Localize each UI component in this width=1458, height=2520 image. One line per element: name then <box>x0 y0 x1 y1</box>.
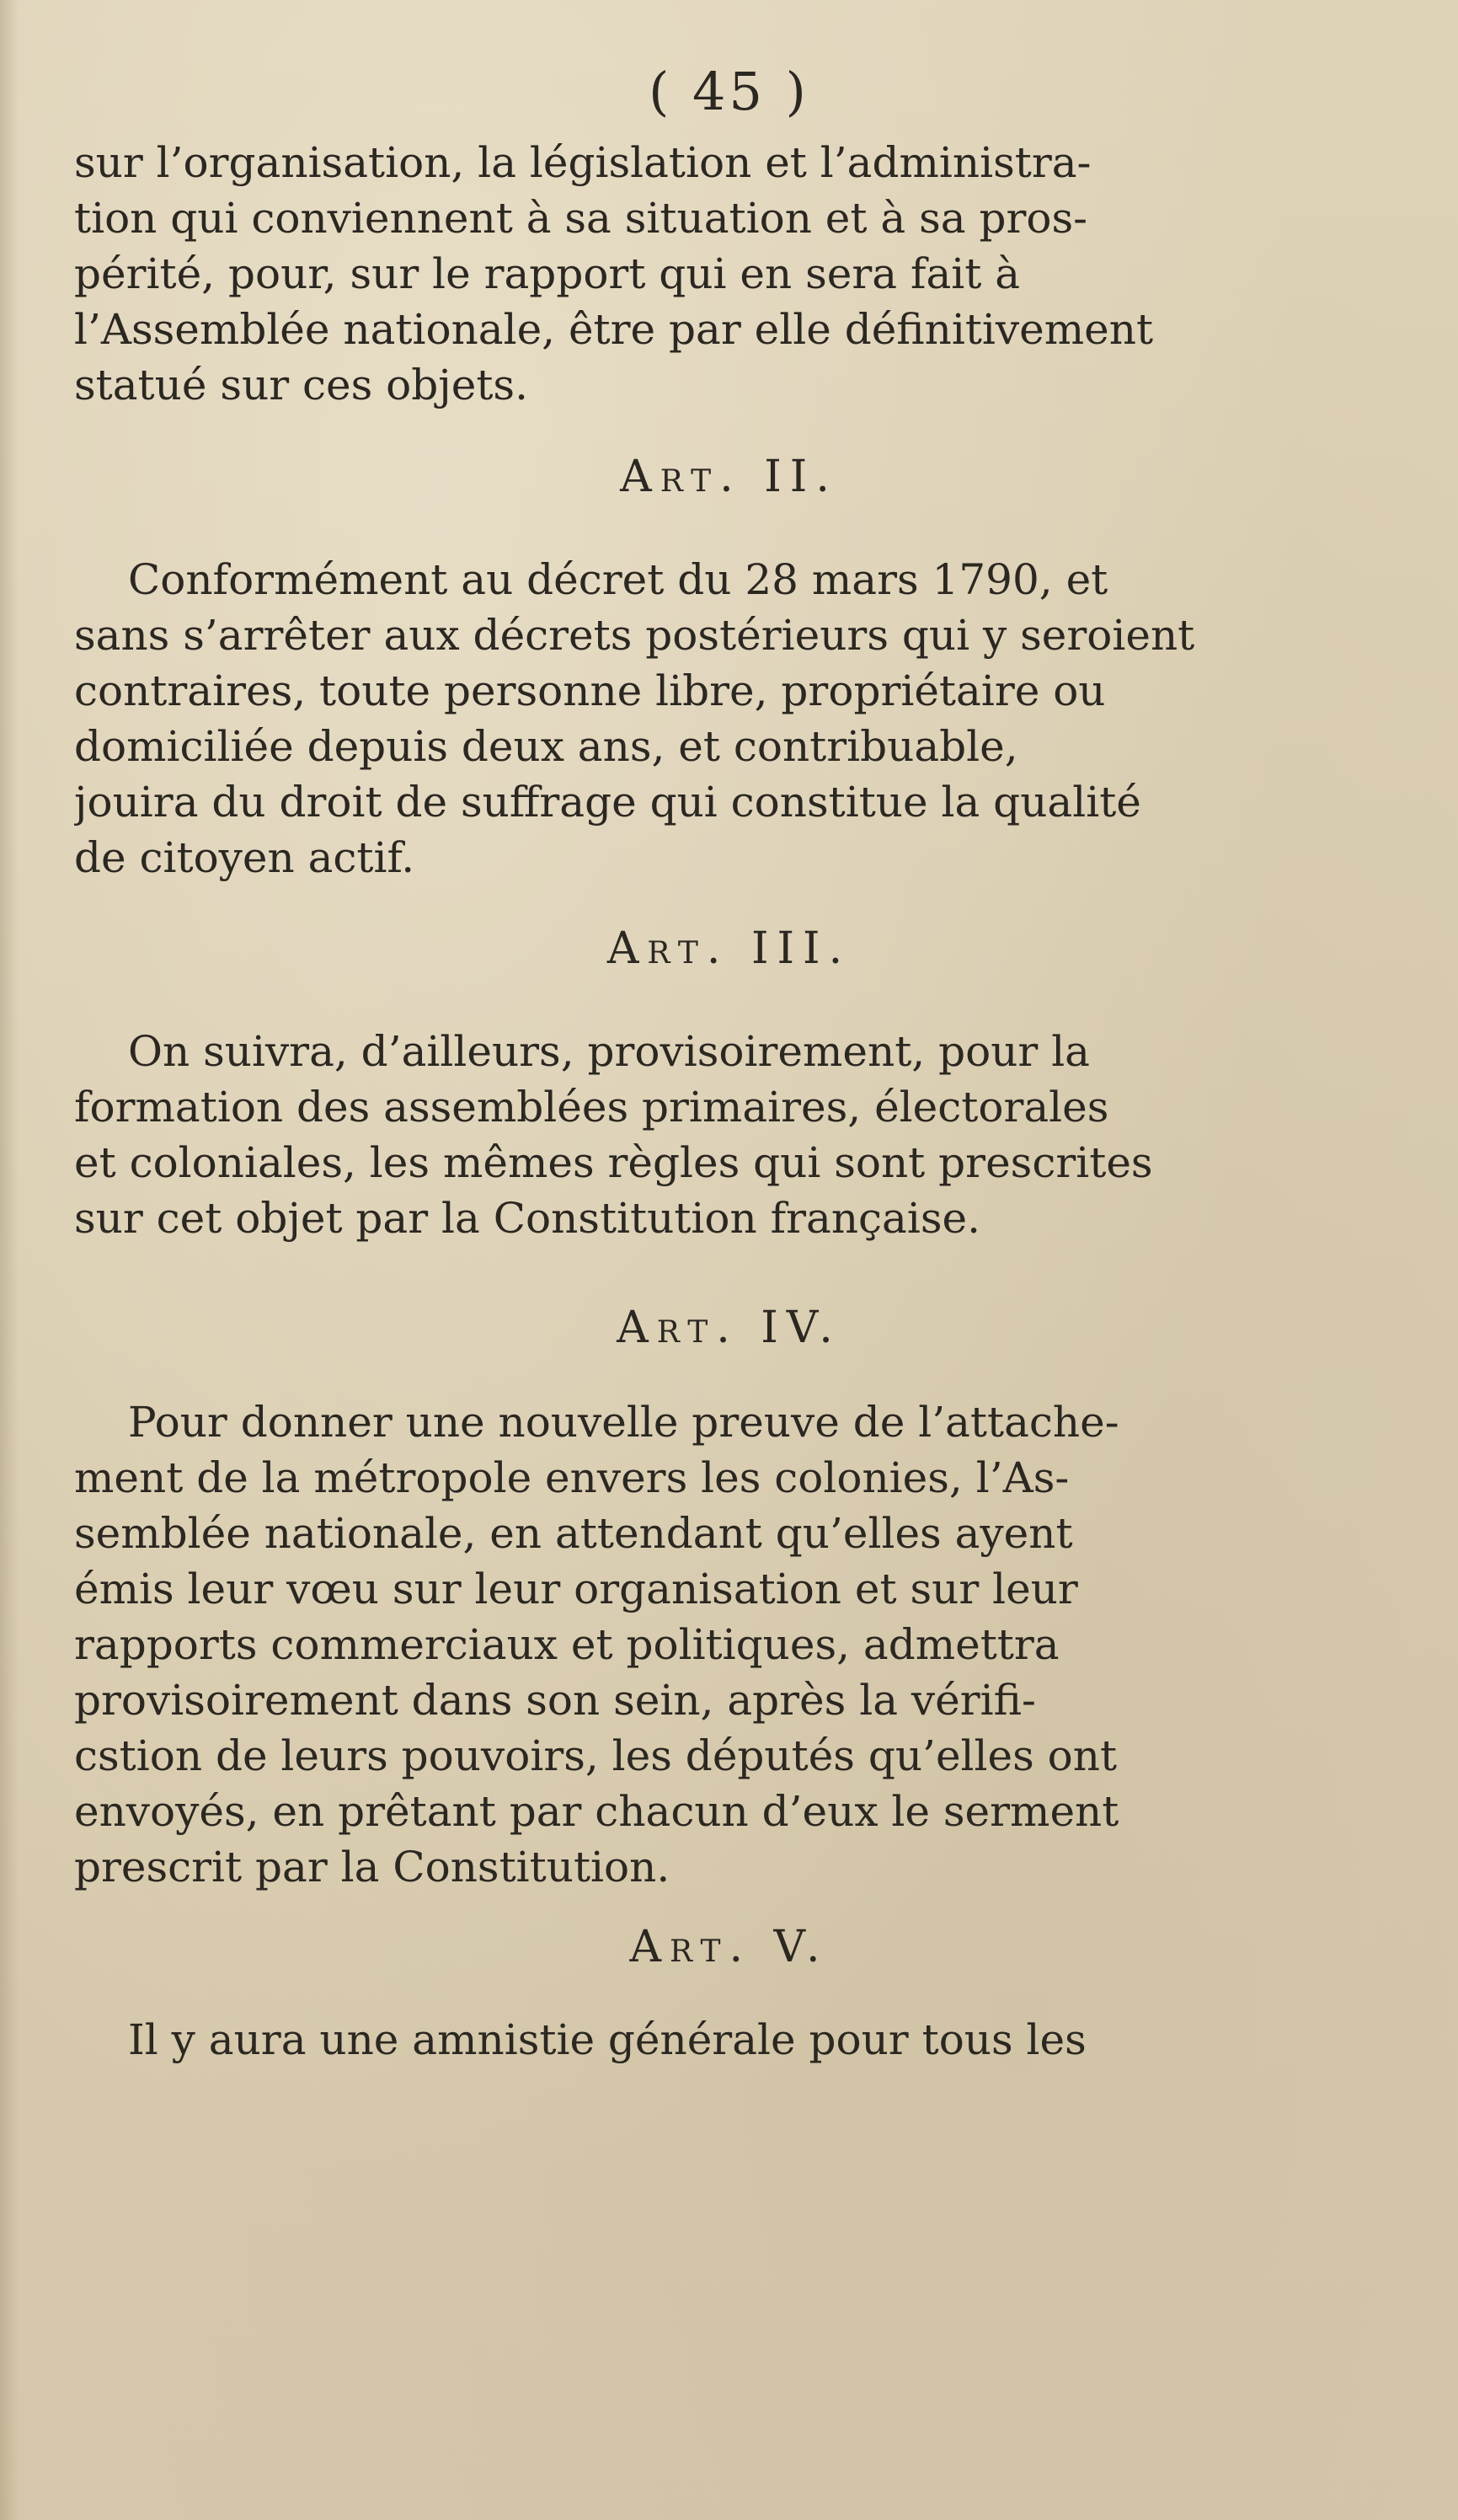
text-line: sans s’arrêter aux décrets postérieurs qui y seroient <box>74 611 1195 660</box>
text-line: cstion de leurs pouvoirs, les députés qu’elles ont <box>74 1731 1118 1780</box>
article-2-paragraph <box>74 552 1287 885</box>
page-number: ( 45 ) <box>649 61 809 122</box>
text-line: l’Assemblée nationale, être par elle définitivement <box>74 305 1154 354</box>
text-line: Il y aura une amnistie générale pour tous les <box>128 2015 1087 2064</box>
article-5-heading: Art. V. <box>629 1922 829 1972</box>
article-5-paragraph <box>74 2012 1287 2068</box>
text-line: domiciliée depuis deux ans, et contribuable, <box>74 722 1018 771</box>
article-3-heading: Art. III. <box>606 923 852 974</box>
text-line: formation des assemblées primaires, électorales <box>74 1083 1109 1132</box>
text-line: de citoyen actif. <box>74 833 415 882</box>
article-4-heading: Art. IV. <box>617 1303 841 1353</box>
text-line: provisoirement dans son sein, après la vérifi- <box>74 1676 1036 1725</box>
page-edge-shadow <box>0 0 19 2520</box>
article-2-heading: Art. II. <box>620 452 838 502</box>
text-line: et coloniales, les mêmes règles qui sont prescrites <box>74 1138 1153 1187</box>
text-line: contraires, toute personne libre, propriétaire ou <box>74 666 1106 715</box>
intro-paragraph <box>74 135 1287 413</box>
article-4-paragraph <box>74 1394 1287 1895</box>
text-line: prescrit par la Constitution. <box>74 1843 670 1891</box>
text-line: On suivra, d’ailleurs, provisoirement, pour la <box>128 1027 1090 1076</box>
text-line: émis leur vœu sur leur organisation et sur leur <box>74 1565 1078 1613</box>
text-line: sur l’organisation, la législation et l’administra- <box>74 138 1092 187</box>
text-line: sur cet objet par la Constitution française. <box>74 1194 980 1243</box>
article-3-paragraph <box>74 1024 1287 1246</box>
text-line: rapports commerciaux et politiques, admettra <box>74 1620 1060 1669</box>
text-line: envoyés, en prêtant par chacun d’eux le serment <box>74 1787 1119 1836</box>
text-line: Pour donner une nouvelle preuve de l’attache- <box>128 1398 1119 1447</box>
text-line: tion qui conviennent à sa situation et à sa pros- <box>74 194 1088 243</box>
text-line: Conformément au décret du 28 mars 1790, et <box>128 555 1108 604</box>
text-line: semblée nationale, en attendant qu’elles ayent <box>74 1509 1073 1558</box>
text-line: statué sur ces objets. <box>74 361 528 409</box>
text-line: ment de la métropole envers les colonies, l’As- <box>74 1453 1070 1502</box>
text-line: périté, pour, sur le rapport qui en sera fait à <box>74 249 1021 298</box>
text-line: jouira du droit de suffrage qui constitue la qualité <box>74 778 1141 827</box>
